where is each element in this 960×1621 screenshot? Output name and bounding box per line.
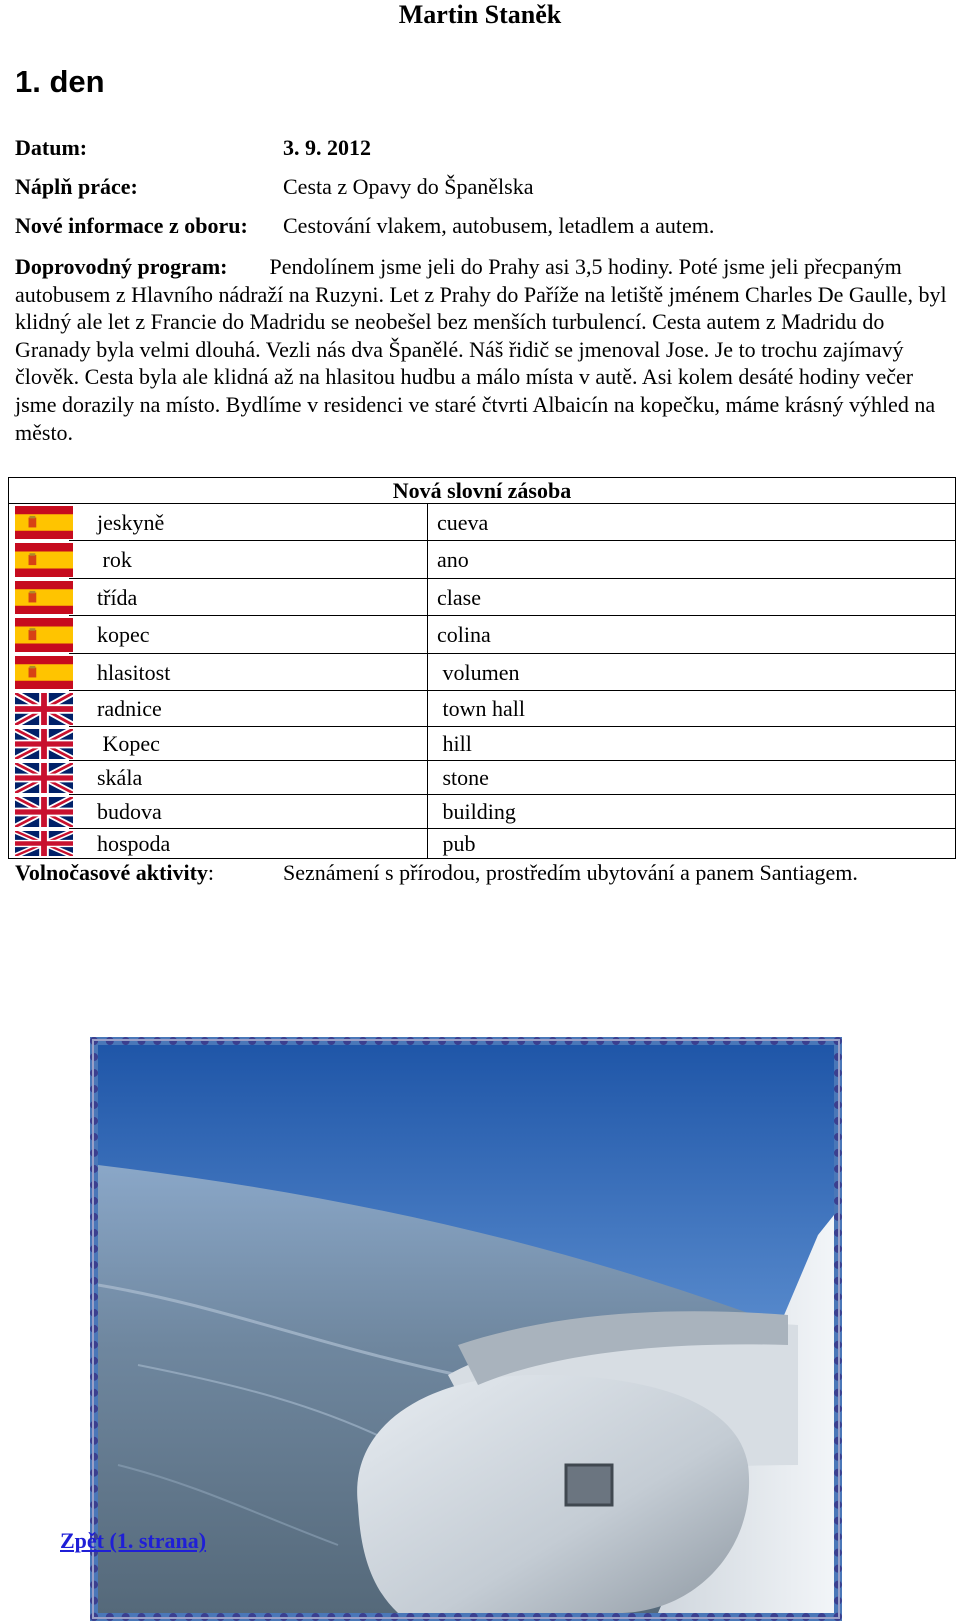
vocabulary-table — [8, 477, 956, 859]
uk-flag-icon — [15, 831, 73, 856]
photo-scene — [98, 1045, 834, 1613]
vocabulary-row — [9, 761, 955, 795]
vocabulary-foreign-word: hill — [437, 731, 472, 756]
leisure-label: Volnočasové aktivity — [15, 860, 208, 885]
column-divider — [427, 504, 428, 541]
author-name: Martin Staněk — [398, 0, 562, 29]
vocabulary-title-row — [9, 478, 955, 504]
spain-flag-icon — [15, 543, 73, 577]
vocabulary-foreign-word: stone — [437, 765, 489, 790]
uk-flag-icon — [15, 693, 73, 725]
news-label: Nové informace z oboru: — [15, 213, 248, 238]
column-divider — [427, 829, 428, 858]
leisure-colon: : — [207, 860, 215, 885]
vocabulary-row — [9, 795, 955, 829]
work-label: Náplň práce: — [15, 174, 138, 199]
column-divider — [427, 654, 428, 691]
column-divider — [427, 691, 428, 727]
column-divider — [427, 727, 428, 761]
vocabulary-foreign-word: clase — [437, 584, 481, 610]
program-label: Doprovodný program: — [15, 254, 228, 279]
leisure-label-wrap — [15, 860, 214, 886]
vocabulary-czech-word: hlasitost — [97, 659, 171, 685]
leisure-value: Seznámení s přírodou, prostředím ubytování a panem Santiagem. — [283, 860, 858, 885]
vocabulary-czech-word: jeskyně — [97, 509, 165, 535]
program-paragraph — [15, 253, 950, 446]
vocabulary-czech-word: budova — [97, 799, 162, 824]
column-divider — [427, 579, 428, 616]
news-value: Cestování vlakem, autobusem, letadlem a autem. — [283, 213, 715, 238]
vocabulary-row — [9, 541, 955, 579]
vocabulary-czech-word: třída — [97, 584, 138, 610]
uk-flag-icon — [15, 729, 73, 759]
work-value: Cesta z Opavy do Španělska — [283, 174, 534, 199]
column-divider — [427, 795, 428, 829]
vocabulary-czech-word: Kopec — [97, 731, 160, 756]
vocabulary-row — [9, 504, 955, 541]
vocabulary-row — [9, 829, 955, 858]
vocabulary-czech-word: skála — [97, 765, 143, 790]
vocabulary-row — [9, 691, 955, 727]
vocabulary-foreign-word: ano — [437, 547, 469, 572]
vocabulary-foreign-word: building — [437, 799, 516, 824]
vocabulary-title: Nová slovní zásoba — [392, 478, 572, 503]
date-value: 3. 9. 2012 — [283, 135, 371, 160]
program-text: Pendolínem jsme jeli do Prahy asi 3,5 hodiny. Poté jsme jeli přecpaným autobusem z Hlavního nádraží na Ruzyni. Let z Prahy do Paříže na letiště jménem Charles De Gaulle, byl klidný ale let z Francie do Madridu se neobešel bez menších turbulencí. Cesta autem z Madridu do Granady byla velmi dlouhá. Vezli nás dva Španělé. Náš řidič se jmenoval Jose. Je to trochu zajímavý člověk. Cesta byla ale klidná až na hlasitou hudbu a málo místa v autě. Asi kolem desáté hodiny večer jsme dorazily na místo. Bydlíme v residenci ve staré čtvrti Albaicín na kopečku, máme krásný výhled na město. — [15, 254, 947, 445]
vocabulary-foreign-word: colina — [437, 622, 491, 647]
vocabulary-row — [9, 727, 955, 761]
vocabulary-czech-word: rok — [97, 547, 132, 572]
vocabulary-czech-word: kopec — [97, 622, 150, 647]
vocabulary-foreign-word: pub — [437, 830, 476, 856]
spain-flag-icon — [15, 581, 73, 614]
vocabulary-foreign-word: cueva — [437, 509, 489, 535]
uk-flag-icon — [15, 763, 73, 793]
spain-flag-icon — [15, 656, 73, 689]
back-link[interactable]: Zpět (1. strana) — [60, 1528, 207, 1553]
vocabulary-foreign-word: town hall — [437, 696, 525, 721]
date-label: Datum: — [15, 135, 88, 160]
vocabulary-czech-word: hospoda — [97, 830, 171, 856]
vocabulary-czech-word: radnice — [97, 696, 162, 721]
column-divider — [427, 616, 428, 654]
vocabulary-row — [9, 616, 955, 654]
day-heading: 1. den — [15, 64, 105, 99]
vocabulary-row — [9, 579, 955, 616]
column-divider — [427, 541, 428, 579]
spain-flag-icon — [15, 506, 73, 539]
uk-flag-icon — [15, 797, 73, 827]
vocabulary-row — [9, 654, 955, 691]
spain-flag-icon — [15, 618, 73, 652]
column-divider — [427, 761, 428, 795]
vocabulary-foreign-word: volumen — [437, 659, 520, 685]
